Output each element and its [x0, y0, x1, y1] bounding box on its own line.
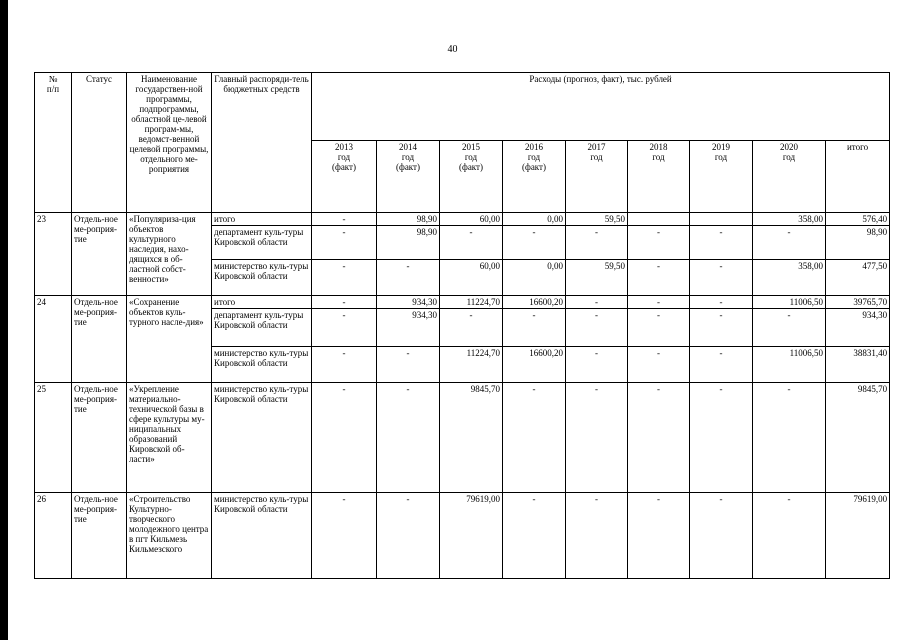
value-cell: -: [377, 493, 440, 579]
value-cell: 98,90: [826, 226, 890, 260]
table-row: [35, 383, 890, 493]
value-cell: -: [377, 383, 440, 493]
value-cell: [690, 213, 753, 226]
page-number: 40: [447, 44, 458, 55]
value-cell: 60,00: [440, 260, 503, 296]
value-cell: 60,00: [440, 213, 503, 226]
value-cell: -: [440, 226, 503, 260]
header-name: Наименование государствен-ной программы, подпрограммы, областной це-левой програм-мы, ведомст-венной целевой программы, отдельного ме-роприятия: [127, 73, 212, 213]
value-cell: -: [753, 309, 826, 347]
value-cell: -: [566, 309, 628, 347]
header-status: Статус: [72, 73, 127, 213]
value-cell: -: [312, 260, 377, 296]
value-cell: -: [753, 493, 826, 579]
header-year: 2015 год (факт): [440, 141, 503, 213]
value-cell: 11006,50: [753, 296, 826, 309]
value-cell: -: [690, 383, 753, 493]
row-status: Отдель-ное ме-роприя-тие: [72, 383, 127, 493]
value-cell: 59,50: [566, 213, 628, 226]
header-year: 2017 год: [566, 141, 628, 213]
value-cell: 11224,70: [440, 347, 503, 383]
value-cell: -: [503, 493, 566, 579]
value-cell: -: [753, 226, 826, 260]
value-cell: 0,00: [503, 260, 566, 296]
value-cell: -: [690, 347, 753, 383]
value-cell: -: [628, 347, 690, 383]
value-cell: 98,90: [377, 226, 440, 260]
header-year: 2016 год (факт): [503, 141, 566, 213]
value-cell: -: [690, 226, 753, 260]
value-cell: 59,50: [566, 260, 628, 296]
value-cell: 38831,40: [826, 347, 890, 383]
value-cell: 477,50: [826, 260, 890, 296]
header-expenses: Расходы (прогноз, факт), тыс. рублей: [312, 73, 890, 141]
value-cell: -: [690, 493, 753, 579]
value-cell: -: [312, 296, 377, 309]
header-distributor: Главный распоряди-тель бюджетных средств: [212, 73, 312, 213]
row-distributor: министерство куль-туры Кировской области: [212, 493, 312, 579]
value-cell: 358,00: [753, 213, 826, 226]
value-cell: -: [566, 493, 628, 579]
scan-edge-bar: [0, 0, 8, 640]
header-year: 2014 год (факт): [377, 141, 440, 213]
header-year: 2019 год: [690, 141, 753, 213]
value-cell: -: [753, 383, 826, 493]
value-cell: 79619,00: [826, 493, 890, 579]
value-cell: 98,90: [377, 213, 440, 226]
value-cell: 358,00: [753, 260, 826, 296]
row-status: Отдель-ное ме-роприя-тие: [72, 213, 127, 296]
value-cell: -: [690, 309, 753, 347]
row-name: «Укрепление материально-технической базы в сфере культуры му-ниципальных образований Кировской об-ласти»: [127, 383, 212, 493]
row-distributor: министерство куль-туры Кировской области: [212, 260, 312, 296]
row-number: 23: [35, 213, 72, 296]
value-cell: -: [312, 493, 377, 579]
value-cell: -: [312, 226, 377, 260]
row-distributor: итого: [212, 213, 312, 226]
header-year: 2018 год: [628, 141, 690, 213]
value-cell: 9845,70: [440, 383, 503, 493]
value-cell: -: [503, 226, 566, 260]
header-num: № п/п: [35, 73, 72, 213]
value-cell: 934,30: [826, 309, 890, 347]
value-cell: -: [628, 260, 690, 296]
row-status: Отдель-ное ме-роприя-тие: [72, 493, 127, 579]
value-cell: -: [440, 309, 503, 347]
value-cell: -: [566, 383, 628, 493]
value-cell: -: [503, 309, 566, 347]
row-distributor: итого: [212, 296, 312, 309]
value-cell: 9845,70: [826, 383, 890, 493]
row-name: «Популяриза-ция объектов культурного наследия, нахо-дящихся в об-ластной собст-венности»: [127, 213, 212, 296]
header-year: 2013 год (факт): [312, 141, 377, 213]
value-cell: 79619,00: [440, 493, 503, 579]
row-distributor: министерство куль-туры Кировской области: [212, 383, 312, 493]
value-cell: -: [628, 493, 690, 579]
table-row: [35, 493, 890, 579]
value-cell: -: [312, 213, 377, 226]
row-number: 26: [35, 493, 72, 579]
value-cell: -: [628, 226, 690, 260]
value-cell: -: [312, 309, 377, 347]
row-number: 25: [35, 383, 72, 493]
row-distributor: министерство куль-туры Кировской области: [212, 347, 312, 383]
row-name: «Строительство Культурно-творческого молодежного центра в пгт Кильмезь Кильмезского: [127, 493, 212, 579]
value-cell: 39765,70: [826, 296, 890, 309]
value-cell: -: [566, 296, 628, 309]
row-number: 24: [35, 296, 72, 383]
table-row: [35, 213, 890, 226]
value-cell: -: [312, 383, 377, 493]
row-name: «Сохранение объектов куль-турного насле-дия»: [127, 296, 212, 383]
header-year: итого: [826, 141, 890, 213]
value-cell: -: [503, 383, 566, 493]
row-distributor: департамент куль-туры Кировской области: [212, 309, 312, 347]
value-cell: -: [377, 260, 440, 296]
value-cell: -: [690, 260, 753, 296]
value-cell: [628, 213, 690, 226]
value-cell: -: [690, 296, 753, 309]
row-status: Отдель-ное ме-роприя-тие: [72, 296, 127, 383]
budget-table: [34, 72, 890, 579]
row-distributor: департамент куль-туры Кировской области: [212, 226, 312, 260]
value-cell: -: [628, 309, 690, 347]
value-cell: 11006,50: [753, 347, 826, 383]
value-cell: 16600,20: [503, 347, 566, 383]
value-cell: 934,30: [377, 309, 440, 347]
value-cell: -: [566, 347, 628, 383]
header-year: 2020 год: [753, 141, 826, 213]
value-cell: -: [566, 226, 628, 260]
value-cell: -: [377, 347, 440, 383]
value-cell: 16600,20: [503, 296, 566, 309]
value-cell: 0,00: [503, 213, 566, 226]
value-cell: 934,30: [377, 296, 440, 309]
value-cell: 11224,70: [440, 296, 503, 309]
value-cell: -: [312, 347, 377, 383]
value-cell: -: [628, 383, 690, 493]
value-cell: -: [628, 296, 690, 309]
value-cell: 576,40: [826, 213, 890, 226]
table-row: [35, 296, 890, 309]
